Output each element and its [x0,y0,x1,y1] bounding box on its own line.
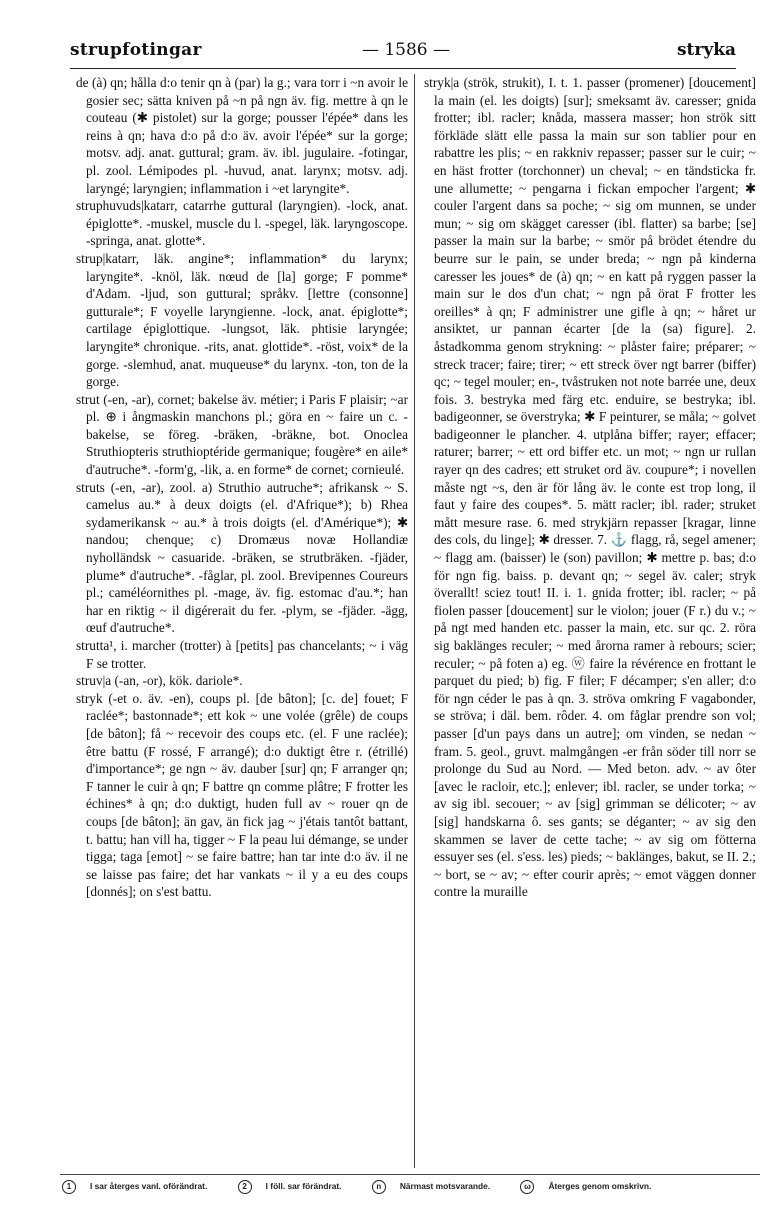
circled-n-icon: n [372,1180,386,1194]
left-column [76,74,408,1168]
footnote-4-text: Återges genom omskrivn. [548,1181,652,1191]
header-rule [70,68,736,69]
entry-paragraph: strut (-en, -ar), cornet; bakelse äv. métier; i Paris F plaisir; ~ar pl. ⊕ i ångmaskin manchons pl.; göra en ~ faire un c. -bakelse, se föreg. -bräken, -bräkne, bot. Onoclea Struthiopteris struthioptéride germanique; fougère* en aile* d'autruche*. -form'g, -lik, a. en forme* de cornet; cornieulé. [76,391,408,478]
page-number: — 1586 — [361,40,451,60]
column-divider [414,74,415,1168]
entry-paragraph: stryk (-et o. äv. -en), coups pl. [de bâton]; [c. de] fouet; F raclée*; bastonnade*; ett kok ~ une volée (grêle) de coups [de bâton]; få ~ recevoir des coups etc. (el. F une raclée); être battu (F rossé, F arrangé); d:o duktigt être r. (étrillé) d'importance*; ge ngn ~ äv. dauber [sur] qn; F arranger qn; F tanner le cuir à qn; F battre qn comme plâtre; F frotter les échines* à qn; d:o duktigt, huden full av ~ rouer qn de coups [de bâton]; än gav, än fick jag ~ j'étais tantôt battant, t. battu; han vill ha, tigger ~ F la peau lui démange, se under tigga; taga [emot] ~ se faire battre; han tar inte d:o äv. il ne se laisse pas faire; det har vankats ~ il y a eu des coups [donnés]; on s'est battu. [76,690,408,900]
entry-paragraph: struv|a (-an, -or), kök. dariole*. [76,673,243,689]
circled-2-icon: 2 [238,1180,252,1194]
entry-paragraph: strup|katarr, läk. angine*; inflammation* du larynx; laryngite*. -knöl, läk. nœud de [la] gorge; F pomme* d'Adam. -ljud, son guttural; språkv. [lettre (consonne] gutturale*; F voyelle laryngienne. -lock, anat. épiglotte*; cartilage épiglottique. -lungsot, läk. phtisie laryngée; laryngite* chronique. -rits, anat. glottide*. -röst, voix* de la gorge. -slemhud, anat. muqueuse* du larynx. -ton, ton de la gorge. [76,250,408,390]
header-last-headword: stryka [676,40,736,60]
footnote-3-text: Närmast motsvarande. [399,1181,491,1191]
entry-paragraph: de (à) qn; hålla d:o tenir qn à (par) la g.; vara torr i ~n avoir le gosier sec; sätta kniven på ~n på ngn äv. fig. mettre à qn le couteau (✱ pistolet) sur la gorge; pousser l'épée* dans les reins à qn; hava d:o på d:o äv. avoir l'épée* sur la gorge; motsv. adj. anat. guttural; gram. äv. ibl. jugulaire. -fotingar, pl. zool. Lémipodes pl. -huvud, anat. larynx; motsv. adj. laryngé; laryngien; inflammation i ~et laryngite*. [76,75,408,196]
footnote-1 [62,1181,221,1191]
entry-paragraph: struts (-en, -ar), zool. a) Struthio autruche*; afrikansk ~ S. camelus au.* à deux doigts (el. d'Afrique*); b) Rhea sydamerikansk ~ au.* à trois doigts (el. d'Amérique*); ✱ nandou; chenque; c) Dromæus novæ Hollandiæ nyholländsk ~ casuaride. -bräken, se strutbräken. -fjäder, plume* d'autruche*. -fåglar, pl. zool. Brevipennes Coureurs pl.; caméléornithes pl. -mage, äv. fig. estomac d'au.*; han har en riktig ~ il digérerait du fer. -plym, se -fjäder. -ägg, œuf d'autruche*. [76,479,408,636]
page-header [70,40,736,66]
right-column [424,74,756,1168]
entry-paragraph: strutta¹, i. marcher (trotter) à [petits] pas chancelants; ~ i väg F se trotter. [76,638,408,671]
footnote-2 [238,1181,356,1191]
footnote-3 [372,1181,504,1191]
circled-1-icon: 1 [62,1180,76,1194]
header-first-headword: strupfotingar [70,40,202,60]
footnote-1-text: I sar återges vanl. oförändrat. [90,1181,208,1191]
footer-rule [60,1174,760,1175]
page-footer [62,1180,762,1200]
footnote-4 [520,1181,665,1191]
entry-paragraph: struphuvuds|katarr, catarrhe guttural (laryngien). -lock, anat. épiglotte*. -muskel, muscle du l. -spegel, läk. laryngoscope. -springa, anat. glotte*. [76,198,408,249]
entry-paragraph: stryk|a (strök, strukit), I. t. 1. passer (promener) [doucement] la main (el. les doigts) [sur]; smeksamt äv. caresser; gnida frotter; ibl. racler; knåda, massera masser; hon strök sitt förkläde slätt elle passa la main sur son tablier pour en rabattre les plis; ~ en rakkniv repasser; passer sur le cuir; ~ en häst frotter (torchonner) un cheval; ~ en tändsticka fr. une allumette; ~ pengarna i fickan empocher l'argent; ✱ couler l'argent dans sa poche; ~ sig om munnen, se under mun; ~ sig om skägget caresser (ibl. flatter) sa barbe; [se] passer la main sur la barbe; ~ smör på brödet étendre du beurre sur le pain, se under breda; ~ ngn på kinderna caresser les joues* de (à) qn; ~ en katt på ryggen passer la main sur le dos d'un chat; ~ ngn på örat F frotter les oreilles* à qn; F administrer une gifle à qn; ~ håret ur ansiktet, ur pannan écarter [de la (sa) figure]. 2. åstadkomma genom strykning: ~ plåster faire; préparer; ~ streck tracer; faire; tirer; ~ ett streck över ngt barrer (biffer) qc; ~ tegel mouler; en-, tvåstruken not note barrée une, deux fois. 3. bestryka med färg etc. enduire, se bestryka; ibl. badigeonner, se överstryka; ✱ F peinturer, se måla; ~ golvet badigeonner le plancher. 4. utplåna biffer; rayer; effacer; raturer; barrer; ~ ett ord biffer etc. un mot; ~ ngn ur rullan rayer qn des cadres; ett struket ord äv. coupure*; i novellen måste ngt ~s, den är för lång äv. le conte est trop long, il faut y faire des coupes*. 5. mätt racler; ibl. rader; struket mått mesure rase. 6. med strykjärn repasser [kragar, linne des cols, du linge]; ✱ dresser. 7. ⚓ flagg, rå, segel amener; ~ flagg am. (baisser) le (son) pavillon; ✱ mettre p. bas; d:o för ngn fig. baiss. p. devant qn; ~ segel äv. caler; stryk överallt! sciez tout! II. i. 1. gnida frotter; ibl. racler; ~ på fiolen passer [doucement] sur le violon; jouer (F r.) du v.; ~ på ngt med handen etc. passer la main, etc. sur qc. 2. röra sig baklänges reculer; ~ med årorna ramer à rebours; scier; reculer; ~ på foten a) eg. ⓦ faire la révérence en frottant le parquet du pied; b) fig. F filer; F décamper; s'en aller; d:o för ngn céder le pas à qn. 3. ströva omkring F vagabonder, se ströva; i däl. bem. rôder. 4. om fåglar prendre son vol; passer [d'un pays dans un autre]; om vinden, se nedan ~ fram. 5. geol., gruvt. malmgången -er från söder till norr se prolonge du Sud au Nord. — Med beton. adv. ~ av ôter [avec le racloir, etc.]; enlever; ibl. racler, se under torka; ~ av sig ibl. secouer; ~ av [sig] grimman se délicoter; ~ av [sig] handskarna ô. ses gants; se déganter; ~ av sig den skammen se laver de cette tache; ~ av sig om fötterna essuyer ses (el. s'ess. les) pieds; ~ baklänges, bakut, se II. 2.; ~ bort, se ~ av; ~ efter courir après; ~ emot väggen donner contre la muraille [424,75,756,900]
circled-omega-icon: ω [520,1180,534,1194]
footnote-2-text: I föll. sar förändrat. [265,1181,342,1191]
